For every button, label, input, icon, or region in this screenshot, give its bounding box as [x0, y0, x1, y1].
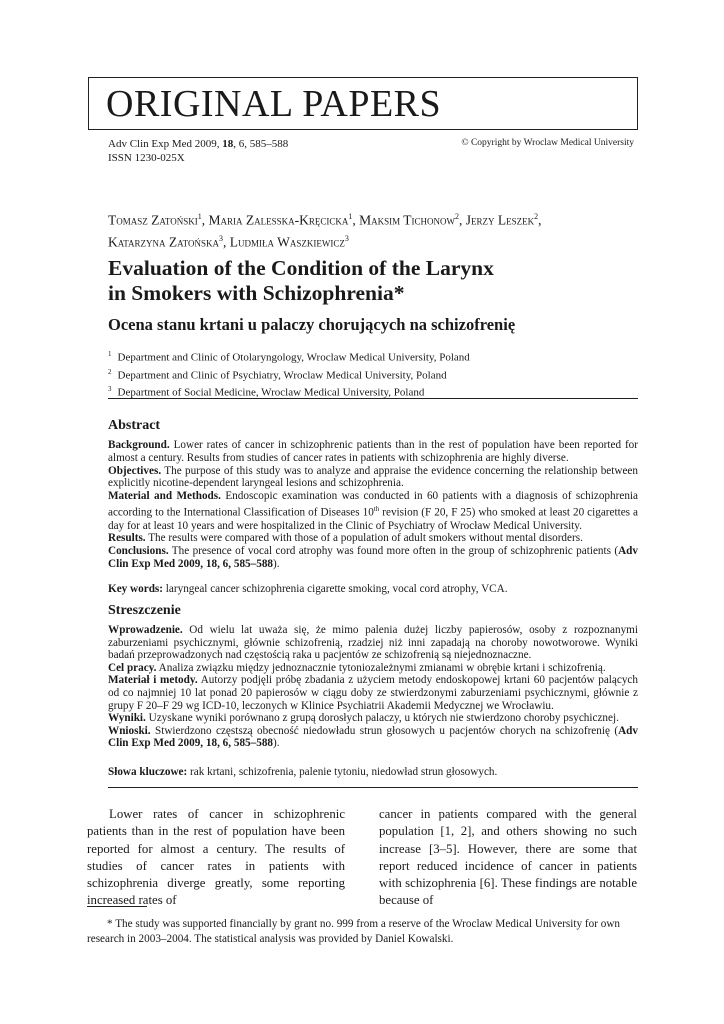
author-name: Ludmiła Waszkiewicz: [229, 234, 345, 250]
streszczenie-citation: Adv Clin Exp Med 2009, 18, 6, 585–588: [108, 724, 638, 750]
streszczenie-cel: [108, 662, 638, 675]
journal-info: [108, 137, 288, 165]
streszczenie-metody: [108, 674, 638, 712]
abstract-label: Material and Methods.: [108, 490, 221, 503]
abstract-label: Conclusions.: [108, 545, 169, 558]
abstract-text: Lower rates of cancer in schizophrenic patients than in the rest of population have been reported for almost a century. Results from studies of cancer rates in patients with schizophrenia are highly diverse.: [108, 439, 638, 464]
author-affiliation: 2: [534, 212, 539, 221]
abstract-top-rule: [108, 398, 638, 399]
streszczenie-text: Od wielu lat uważa się, że mimo palenia dużej liczby papierosów, osoby z rozpoznanymi zaburzeniami psychicznymi, głównie schizofrenią, rzadziej niż inni zapadają na choroby nowotworowe. Wyniki badań przeprowadzonych nad częstością raka u pacjentów ze schizofrenią są niejednoznaczne.: [108, 624, 638, 662]
author-name: Maksim Tichonow: [359, 212, 455, 228]
affiliation-number: 2: [108, 367, 112, 376]
journal-line-prefix: Adv Clin Exp Med 2009,: [108, 138, 223, 150]
body-column-right: cancer in patients compared with the general population [1, 2], and others showing no such increase [3–5]. However, there are some that report reduced incidence of cancer in patients with schizophrenia [6]. These findings are notable because of: [379, 807, 637, 908]
streszczenie-label: Wyniki.: [108, 712, 146, 725]
issn: ISSN 1230-025X: [108, 152, 185, 164]
affiliation: [108, 347, 470, 365]
abstract-label: Results.: [108, 532, 146, 545]
abstract-methods: [108, 490, 638, 532]
abstract-label: Objectives.: [108, 464, 162, 477]
streszczenie-wyniki: [108, 712, 638, 725]
keywords: [108, 583, 638, 595]
streszczenie-body: [108, 624, 638, 750]
abstract-results: [108, 532, 638, 545]
streszczenie-heading: Streszczenie: [108, 603, 181, 618]
slowa-kluczowe: [108, 766, 638, 778]
slowa-text: rak krtani, schizofrenia, palenie tytoniu, niedowład strun głosowych.: [187, 766, 498, 778]
author-affiliation: 3: [219, 234, 223, 243]
copyright: © Copyright by Wroclaw Medical University: [461, 138, 634, 148]
streszczenie-text: Analiza związku między jednoznacznie tytoniozależnymi zmianami w obrębie krtani i schizofrenią.: [156, 661, 606, 674]
author-name: Jerzy Leszek: [465, 212, 535, 228]
abstract-objectives: [108, 465, 638, 491]
abstract-text: The presence of vocal cord atrophy was found more often in the group of schizophrenic patients (: [168, 545, 619, 558]
journal-line: [108, 137, 288, 151]
abstract-conclusions: [108, 545, 638, 571]
keywords-label: Key words:: [108, 583, 163, 595]
abstract-body: [108, 439, 638, 571]
streszczenie-text: Uzyskane wyniki porównano z grupą dorosłych palaczy, u których nie stwierdzono choroby psychicznej.: [145, 712, 619, 725]
journal-volume: 18: [222, 138, 234, 150]
streszczenie-text: Autorzy podjęli próbę zbadania z użyciem metody endoskopowej krtani 60 pacjentów palących od co najmniej 10 lat ponad 20 papierosów w ciągu doby ze stwierdzonymi zaburzeniami psychicznymi, głównie z grupy F 20–F 29 wg ICD-10, leczonych w Klinice Psychiatrii Akademii Medycznej we Wrocławiu.: [108, 674, 638, 712]
abstract-text: The purpose of this study was to analyze and appraise the evidence concerning the relationship between explicitly nicotine-dependent laryngeal lesions and schizophrenia.: [108, 464, 638, 490]
streszczenie-label: Wprowadzenie.: [108, 624, 183, 636]
author-affiliation: 2: [455, 212, 459, 221]
footnote: * The study was supported financially by grant no. 999 from a reserve of the Wroclaw Medical University for own research in 2003–2004. The statistical analysis was provided by Daniel Kowalski.: [87, 918, 621, 945]
streszczenie-label: Wnioski.: [108, 724, 151, 737]
streszczenie-label: Cel pracy.: [108, 661, 157, 674]
streszczenie-wprowadzenie: [108, 624, 638, 662]
keywords-text: laryngeal cancer schizophrenia cigarette smoking, vocal cord atrophy, VCA.: [163, 583, 508, 595]
affiliation: [108, 365, 470, 383]
body-column-left: Lower rates of cancer in schizophrenic patients than in the rest of population have been reported for almost a century. The results of studies of cancer rates in patients with schizophrenia diverge greatly, some reporting increased rates of: [87, 807, 345, 908]
streszczenie-label: Materiał i metody.: [108, 674, 198, 687]
streszczenie-text: Stwierdzono częstszą obecność niedowładu strun głosowych u pacjentów chorych na schizofrenię (: [150, 724, 619, 737]
author-name: Katarzyna Zatońska: [108, 234, 219, 250]
superscript: th: [373, 504, 380, 513]
streszczenie-wnioski: [108, 725, 638, 750]
affiliations: [108, 347, 470, 400]
paper-title: [108, 256, 494, 306]
abstract-text: revision (F 20, F 25) who smoked at least 20 cigarettes a day for at least 10 years and were hospitalized in the Clinic of Psychiatry of Wrocław Medical University.: [108, 506, 638, 532]
abstract-text: Endoscopic examination was conducted in 60 patients with a diagnosis of schizophrenia according to the International Classification of Diseases 10: [108, 490, 638, 519]
affiliation-text: Department and Clinic of Psychiatry, Wroclaw Medical University, Poland: [117, 369, 447, 382]
author-affiliation: 3: [344, 234, 349, 243]
author-name: Tomasz Zatoński: [108, 212, 198, 228]
affiliation-text: Department and Clinic of Otolaryngology, Wroclaw Medical University, Poland: [117, 351, 470, 364]
affiliation-text: Department of Social Medicine, Wroclaw Medical University, Poland: [117, 386, 425, 399]
abstract-bottom-rule: [108, 787, 638, 788]
paper-subtitle: Ocena stanu krtani u palaczy chorujących na schizofrenię: [108, 315, 516, 334]
title-line: Evaluation of the Condition of the Larynx: [108, 256, 494, 280]
abstract-background: [108, 439, 638, 465]
abstract-text: The results were compared with those of a population of adult smokers without mental disorders.: [145, 532, 583, 545]
affiliation-number: 1: [108, 350, 112, 358]
author-name: Maria Zalesska-Kręcicka: [208, 212, 349, 228]
footnote-rule: [87, 906, 147, 907]
authors: Tomasz Zatoński$^1$, Maria Zalesska-Kręcicka$^1$, Maksim Tichonow$^2$, Jerzy Leszek$^2$, Katarzyna Zatońska$^3$, Ludmiła Waszkiewicz$^3$: [108, 212, 542, 250]
abstract-heading: Abstract: [108, 418, 161, 433]
streszczenie-text: ).: [273, 737, 280, 750]
section-title: ORIGINAL PAPERS: [106, 83, 442, 125]
title-line: in Smokers with Schizophrenia*: [108, 281, 405, 305]
affiliation-number: 3: [108, 385, 112, 394]
author-affiliation: 1: [348, 212, 353, 221]
journal-line-suffix: , 6, 585–588: [233, 138, 289, 150]
header-divider: [88, 129, 638, 130]
abstract-text: ).: [273, 557, 280, 570]
slowa-label: Słowa kluczowe:: [108, 766, 188, 778]
author-affiliation: 1: [197, 212, 202, 221]
abstract-label: Background.: [108, 439, 170, 451]
abstract-citation: Adv Clin Exp Med 2009, 18, 6, 585–588: [108, 545, 638, 570]
